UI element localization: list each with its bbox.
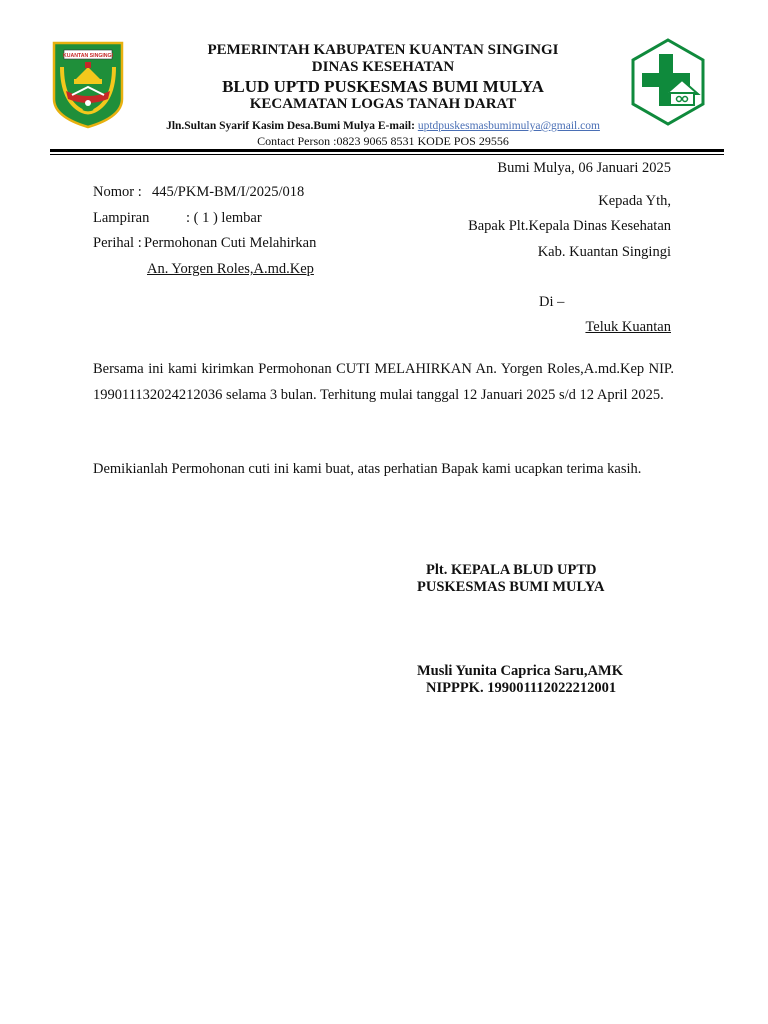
regency-crest-icon bbox=[52, 41, 124, 129]
header-contact: Contact Person :0823 9065 8531 KODE POS 29556 bbox=[257, 134, 509, 148]
recipient-city: Teluk Kuantan bbox=[585, 319, 671, 335]
header-address bbox=[140, 120, 626, 132]
header-district: KECAMATAN LOGAS TANAH DARAT bbox=[249, 96, 517, 112]
letter-date: Bumi Mulya, 06 Januari 2025 bbox=[497, 160, 671, 176]
nomor-value: 445/PKM-BM/I/2025/018 bbox=[152, 184, 305, 200]
lampiran-value: : ( 1 ) lembar bbox=[186, 210, 262, 226]
perihal-value: Permohonan Cuti Melahirkan bbox=[144, 235, 317, 251]
signature-name: Musli Yunita Caprica Saru,AMK bbox=[417, 663, 623, 679]
nomor-label: Nomor : bbox=[93, 184, 142, 200]
email-link[interactable]: uptdpuskesmasbumimulya@gmail.com bbox=[417, 120, 600, 132]
header-department: DINAS KESEHATAN bbox=[311, 59, 455, 75]
header-address-label: Jln.Sultan Syarif Kasim Desa.Bumi Mulya E-mail: bbox=[166, 120, 415, 132]
crest-banner-text: KUANTAN SINGINGI bbox=[62, 53, 114, 59]
header-institution: BLUD UPTD PUSKESMAS BUMI MULYA bbox=[222, 77, 544, 96]
recipient-di: Di – bbox=[539, 294, 565, 310]
recipient-greeting: Kepada Yth, bbox=[598, 193, 671, 209]
header-divider-thick bbox=[50, 149, 724, 152]
lampiran-label: Lampiran bbox=[93, 210, 150, 226]
perihal-subject-person: An. Yorgen Roles,A.md.Kep bbox=[147, 261, 314, 277]
signature-nip: NIPPPK. 199001112022212001 bbox=[426, 680, 617, 696]
header-government: PEMERINTAH KABUPATEN KUANTAN SINGINGI bbox=[207, 42, 559, 58]
body-paragraph-1: Bersama ini kami kirimkan Permohonan CUTI MELAHIRKAN An. Yorgen Roles,A.md.Kep NIP. 199011132024212036 selama 3 bulan. Terhitung mulai tanggal 12 Januari 2025 s/d 12 April 2025. bbox=[93, 361, 674, 403]
signature-title-line2: PUSKESMAS BUMI MULYA bbox=[417, 579, 605, 595]
signature-title-line1: Plt. KEPALA BLUD UPTD bbox=[426, 562, 597, 578]
recipient-region: Kab. Kuantan Singingi bbox=[537, 244, 671, 260]
header-divider-thin bbox=[50, 154, 724, 155]
perihal-label: Perihal : bbox=[93, 235, 142, 251]
recipient-name: Bapak Plt.Kepala Dinas Kesehatan bbox=[468, 218, 671, 234]
body-paragraph-2: Demikianlah Permohonan cuti ini kami buat, atas perhatian Bapak kami ucapkan terima kasih. bbox=[93, 461, 642, 477]
puskesmas-logo-icon bbox=[630, 38, 706, 126]
